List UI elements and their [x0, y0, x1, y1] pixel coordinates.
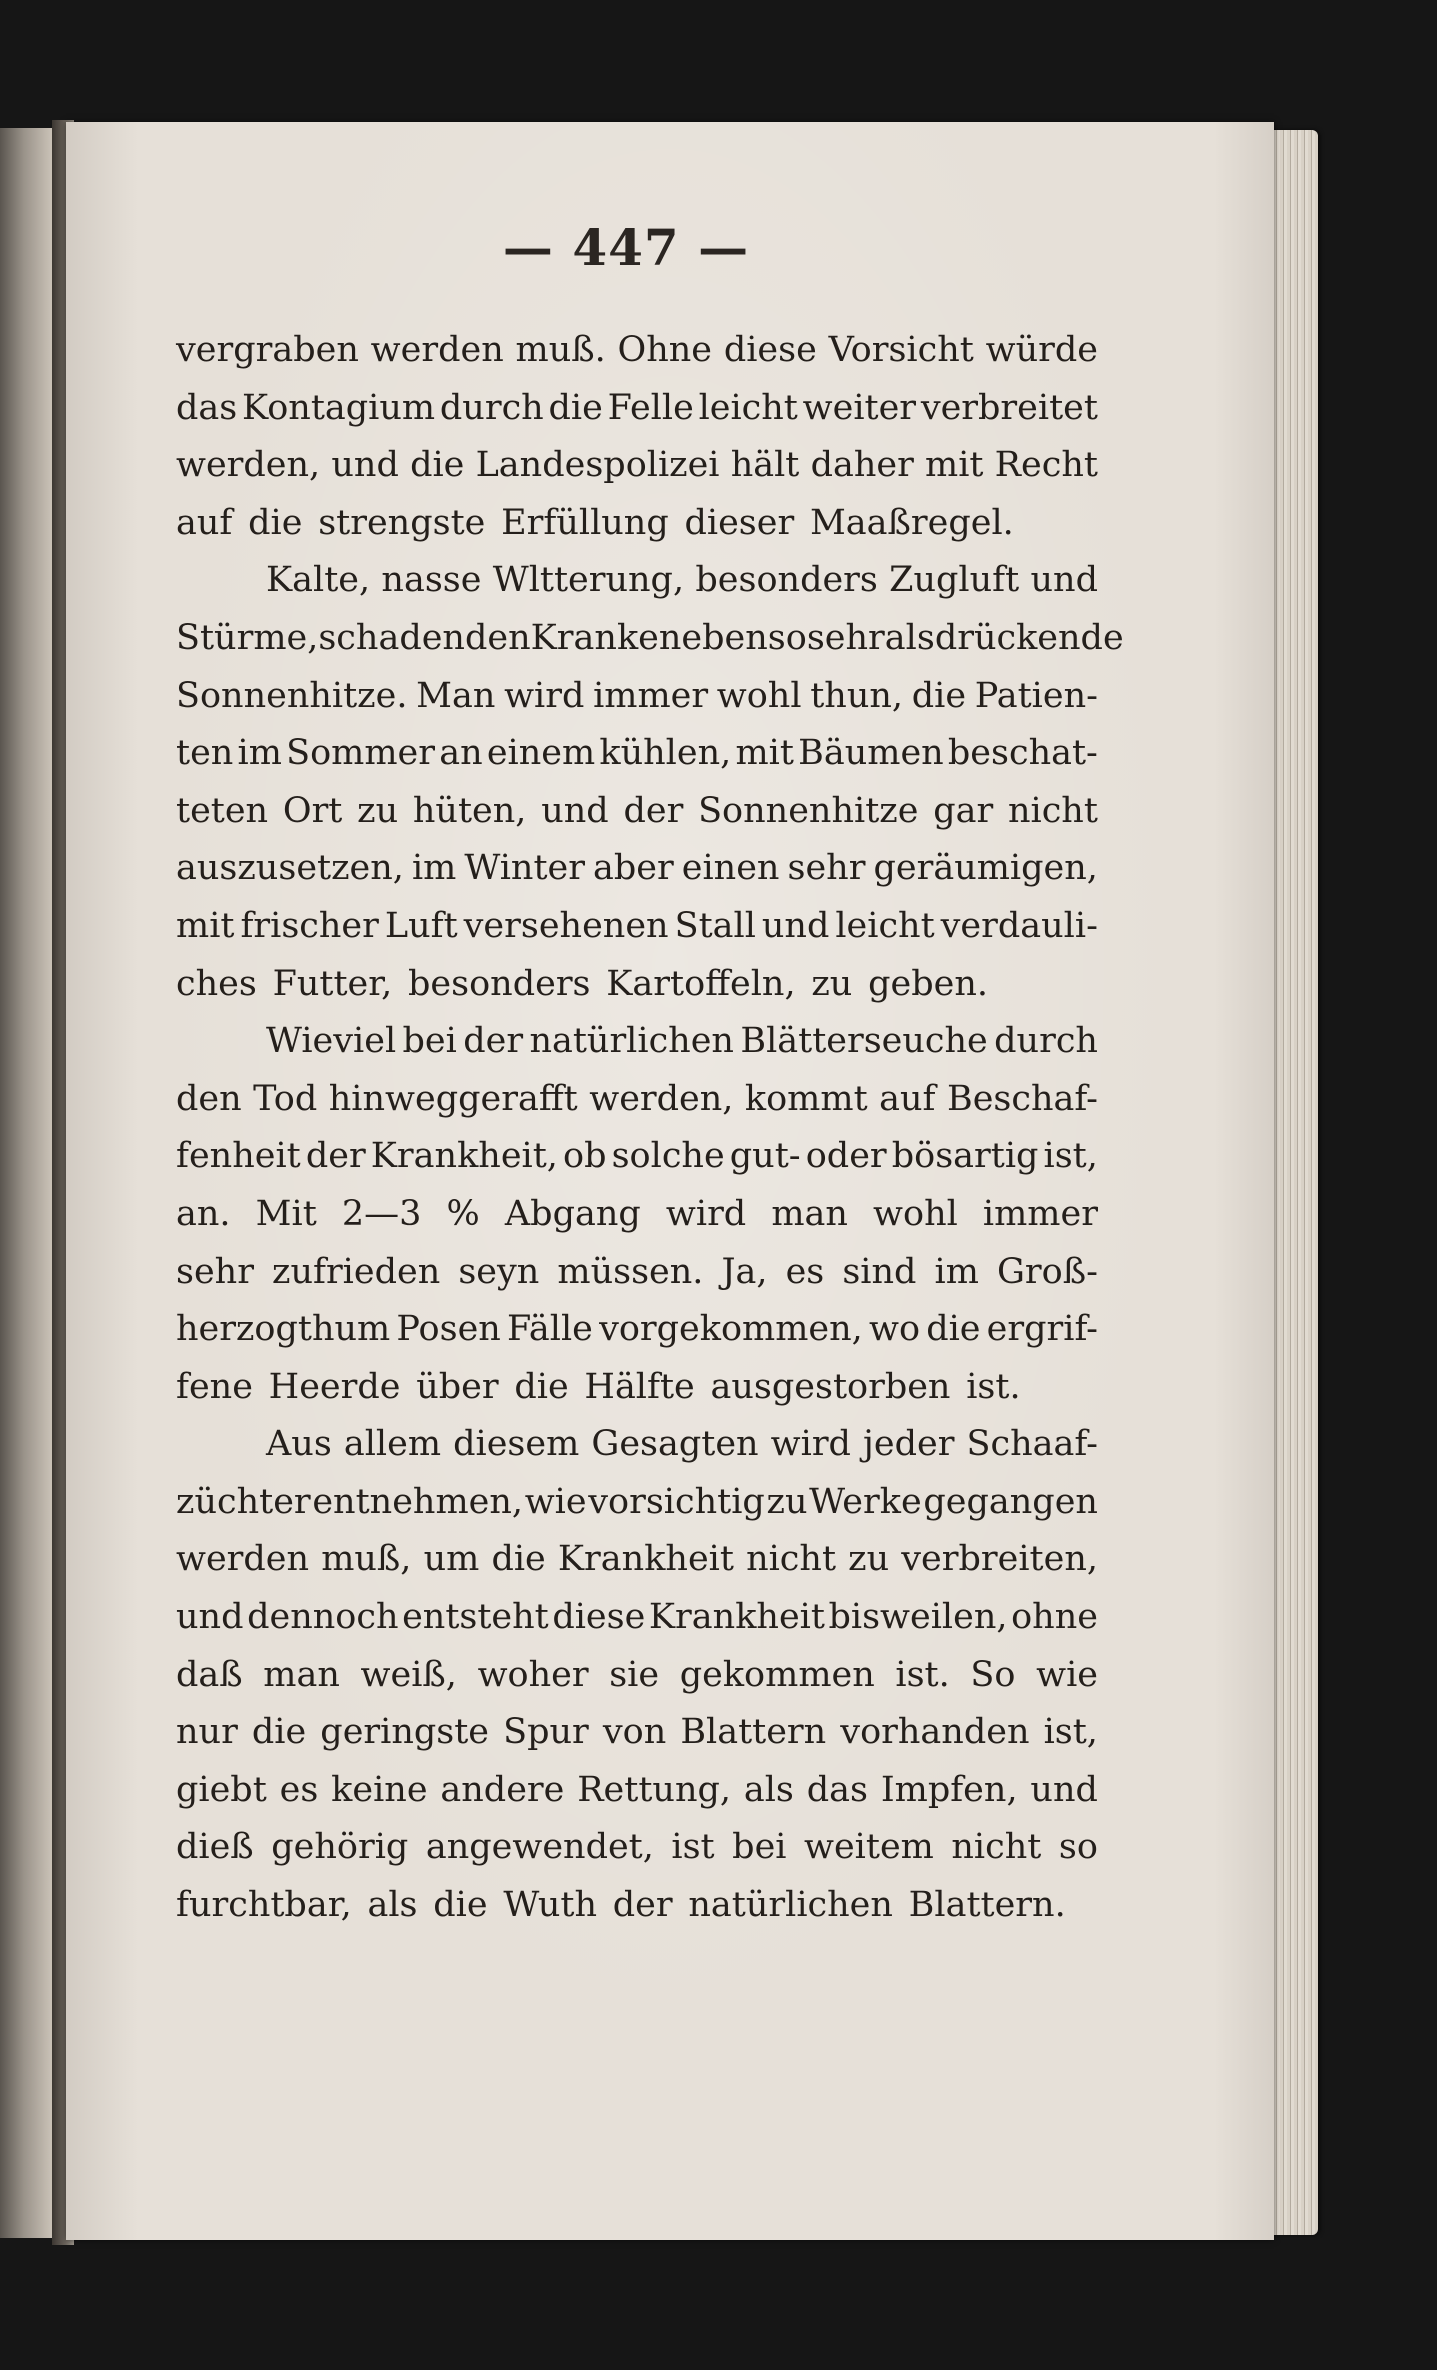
word: ergrif- [986, 1309, 1098, 1350]
word: sehr [176, 1251, 254, 1292]
word: Kalte, [266, 560, 371, 601]
word: werden [370, 330, 504, 370]
word: an. [176, 1193, 231, 1234]
word: über [416, 1366, 499, 1407]
word: wird [770, 1424, 851, 1465]
word: und [331, 445, 399, 486]
word: sehr [787, 848, 866, 889]
word: angewendet, [425, 1827, 654, 1868]
text-line [176, 552, 1098, 610]
word: Hälfte [584, 1366, 695, 1407]
text-line [176, 668, 1098, 726]
text-line [176, 1531, 1098, 1589]
word: das [806, 1769, 868, 1810]
word: ist. [966, 1366, 1021, 1407]
word: die [248, 502, 303, 543]
text-line [176, 1416, 1098, 1474]
word: gut- [729, 1136, 801, 1177]
text-line [176, 1647, 1098, 1705]
word: mit [925, 445, 984, 486]
word: seyn [458, 1251, 540, 1292]
word: ist, [1043, 1712, 1098, 1753]
word: Schaaf- [966, 1424, 1098, 1465]
word: würde [985, 330, 1098, 370]
word: drückende [934, 617, 1124, 658]
page-number: — 447 — [502, 218, 750, 277]
word: Bäumen [798, 733, 944, 774]
word: hinweggerafft [328, 1078, 578, 1119]
text-line [176, 1128, 1098, 1186]
left-page-edge [0, 128, 60, 2238]
word: Stall [674, 905, 756, 946]
text-line [176, 1589, 1098, 1647]
word: wird [504, 675, 585, 716]
word: strengste [318, 502, 486, 543]
word: nicht [746, 1539, 837, 1580]
word: es [279, 1769, 319, 1810]
text-line [176, 725, 1098, 783]
word: ten [176, 733, 234, 774]
word: im [237, 733, 282, 774]
word: Sonnenhitze [698, 790, 919, 831]
word: einen [681, 848, 780, 889]
word: Ja, [721, 1251, 768, 1292]
word: verbreiten, [901, 1539, 1098, 1580]
word: diese [552, 1597, 646, 1638]
word: frischer [240, 905, 379, 946]
word: werden, [176, 445, 321, 486]
word: nasse [381, 560, 482, 601]
word: werden, [589, 1078, 734, 1119]
word: Werke [809, 1481, 922, 1522]
word: ohne [1011, 1597, 1098, 1638]
text-line [176, 1013, 1098, 1071]
word: 2—3 [341, 1193, 422, 1234]
word: zu [848, 1539, 890, 1580]
word: Krankheit [557, 1539, 734, 1580]
word: sehr [806, 617, 885, 658]
word: als [367, 1885, 418, 1926]
word: zu [766, 1481, 808, 1522]
word: kühlen, [599, 733, 732, 774]
word: man [263, 1654, 340, 1695]
word: natürlichen [688, 1885, 893, 1926]
word: daher [810, 445, 914, 486]
word: Winter [464, 848, 585, 889]
word: Spur [503, 1712, 589, 1753]
word: wohl [716, 675, 802, 716]
text-line [176, 322, 1098, 380]
word: im [411, 848, 457, 889]
word: und [1030, 1769, 1098, 1810]
word: im [934, 1251, 979, 1292]
word: hält [730, 445, 800, 486]
word: ob [563, 1136, 607, 1177]
word: schaden [318, 617, 465, 658]
text-line [176, 1186, 1098, 1244]
word: und [761, 905, 830, 946]
word: Krankheit, [370, 1136, 558, 1177]
word: ches [176, 963, 257, 1004]
word: den [176, 1078, 242, 1119]
word: andere [440, 1769, 565, 1810]
word: muß, [321, 1539, 412, 1580]
word: gekommen [679, 1654, 875, 1695]
word: vorhanden [840, 1712, 1030, 1753]
word: kommt [744, 1078, 868, 1119]
word: weitem [804, 1827, 934, 1868]
word: die [433, 1885, 488, 1926]
text-line [176, 1877, 1098, 1935]
word: Mit [255, 1193, 317, 1234]
word: der [612, 1885, 673, 1926]
word: wie [524, 1481, 587, 1522]
text-line [176, 1244, 1098, 1302]
word: von [602, 1712, 667, 1753]
word: gehörig [271, 1827, 409, 1868]
text-line [176, 1359, 1098, 1417]
word: leicht [698, 387, 798, 428]
word: einem [486, 733, 596, 774]
word: wird [665, 1193, 747, 1234]
word: Wieviel [266, 1021, 397, 1062]
word: giebt [176, 1769, 267, 1810]
text-line [176, 1301, 1098, 1359]
word: Ohne [617, 330, 713, 370]
word: solche [611, 1136, 725, 1177]
word: weiter [802, 387, 917, 428]
word: Krankheit [648, 1597, 825, 1638]
word: Kartoffeln, [606, 963, 796, 1004]
word: müssen. [557, 1251, 704, 1292]
word: mit [735, 733, 794, 774]
word: mit [176, 905, 235, 946]
word: die [491, 1539, 546, 1580]
word: aber [593, 848, 674, 889]
word: diesem [453, 1424, 580, 1465]
word: oder [805, 1136, 887, 1177]
word: entsteht [402, 1597, 549, 1638]
word: die [926, 1309, 981, 1350]
word: keine [331, 1769, 428, 1810]
word: durch [994, 1021, 1098, 1062]
text-line [176, 1474, 1098, 1532]
word: den [464, 617, 531, 658]
word: Maaßregel. [809, 502, 1014, 543]
word: zu [811, 963, 853, 1004]
word: Fälle [507, 1309, 593, 1350]
word: die [548, 387, 603, 428]
word: Erfüllung [501, 502, 669, 543]
text-line [176, 956, 1098, 1014]
word: daß [176, 1654, 243, 1695]
word: Impfen, [880, 1769, 1018, 1810]
word: Felle [607, 387, 694, 428]
word: so [1058, 1827, 1098, 1868]
word: Posen [396, 1309, 501, 1350]
word: muß. [515, 330, 606, 370]
word: hüten, [412, 790, 527, 831]
word: wie [1036, 1654, 1098, 1695]
word: an [439, 733, 483, 774]
word: herzogthum [176, 1309, 391, 1350]
word: Abgang [504, 1193, 641, 1234]
word: leicht [835, 905, 935, 946]
word: der [623, 790, 684, 831]
word: der [305, 1136, 366, 1177]
word: werden [176, 1539, 310, 1580]
word: das [176, 387, 238, 428]
word: besonders [695, 560, 878, 601]
word: Sommer [286, 733, 435, 774]
word: züchter [176, 1481, 311, 1522]
word: ist. [895, 1654, 950, 1695]
word: verbreitet [920, 387, 1098, 428]
text-line [176, 1071, 1098, 1129]
word: vergraben [176, 330, 359, 370]
word: % [446, 1193, 480, 1234]
word: ausgestorben [710, 1366, 951, 1407]
word: diese [723, 330, 817, 370]
text-line [176, 495, 1098, 553]
word: bei [402, 1021, 457, 1062]
word: weiß, [360, 1654, 457, 1695]
word: wohl [873, 1193, 958, 1234]
word: teten [176, 790, 269, 831]
word: nur [176, 1712, 238, 1753]
word: so [767, 617, 807, 658]
word: immer [593, 675, 709, 716]
word: als [884, 617, 935, 658]
word: bei [732, 1827, 787, 1868]
word: eben [681, 617, 768, 658]
text-line [176, 380, 1098, 438]
word: Tod [253, 1078, 318, 1119]
word: vorsichtig [588, 1481, 765, 1522]
word: man [771, 1193, 848, 1234]
word: der [463, 1021, 524, 1062]
word: um [423, 1539, 480, 1580]
word: entnehmen, [312, 1481, 524, 1522]
word: zufrieden [272, 1251, 441, 1292]
word: Beschaf- [946, 1078, 1098, 1119]
word: Ort [282, 790, 343, 831]
word: Heerde [268, 1366, 401, 1407]
word: ist [671, 1827, 715, 1868]
word: geringste [320, 1712, 490, 1753]
word: besonders [408, 963, 591, 1004]
word: ist, [1043, 1136, 1098, 1177]
word: Man [416, 675, 496, 716]
word: Patien- [974, 675, 1098, 716]
text-line [176, 898, 1098, 956]
word: Recht [994, 445, 1098, 486]
word: Vorsicht [828, 330, 974, 370]
word: auf [176, 502, 233, 543]
text-line [176, 437, 1098, 495]
text-line [176, 1819, 1098, 1877]
word: Landespolizei [475, 445, 720, 486]
word: nicht [1007, 790, 1098, 831]
text-line [176, 840, 1098, 898]
word: zu [357, 790, 399, 831]
word: Stürme, [176, 617, 319, 658]
word: Blattern [680, 1712, 827, 1753]
word: dennoch [247, 1597, 399, 1638]
word: beschat- [947, 733, 1098, 774]
word: immer [982, 1193, 1098, 1234]
word: fene [176, 1366, 253, 1407]
word: Wltterung, [492, 560, 685, 601]
word: und [541, 790, 609, 831]
text-line [176, 610, 1124, 668]
word: Kranken [530, 617, 682, 658]
word: die [410, 445, 465, 486]
word: auszusetzen, [176, 848, 404, 889]
word: bisweilen, [828, 1597, 1008, 1638]
word: furchtbar, [176, 1885, 352, 1926]
word: Blätterseuche [740, 1021, 988, 1062]
text-line [176, 1762, 1098, 1820]
word: Kontagium [242, 387, 436, 428]
word: fenheit [176, 1136, 301, 1177]
word: gar [933, 790, 994, 831]
body-text [176, 322, 1124, 1935]
word: Rettung, [577, 1769, 732, 1810]
word: auf [879, 1078, 936, 1119]
word: Luft [384, 905, 458, 946]
word: und [176, 1597, 244, 1638]
word: verdauli- [940, 905, 1098, 946]
word: sie [609, 1654, 660, 1695]
word: Zugluft [889, 560, 1020, 601]
text-line [176, 783, 1098, 841]
word: es [785, 1251, 825, 1292]
word: und [1030, 560, 1098, 601]
word: dieß [176, 1827, 254, 1868]
word: die [514, 1366, 569, 1407]
word: bösartig [891, 1136, 1039, 1177]
word: wo [868, 1309, 921, 1350]
word: sind [842, 1251, 917, 1292]
word: Gesagten [591, 1424, 759, 1465]
word: So [970, 1654, 1016, 1695]
word: Futter, [272, 963, 393, 1004]
word: versehenen [463, 905, 669, 946]
word: Sonnenhitze. [176, 675, 408, 716]
word: vorgekommen, [599, 1309, 863, 1350]
word: dieser [684, 502, 795, 543]
word: geräumigen, [873, 848, 1098, 889]
word: die [911, 675, 967, 716]
word: durch [439, 387, 544, 428]
word: gegangen [923, 1481, 1098, 1522]
word: woher [477, 1654, 589, 1695]
text-line [176, 1704, 1098, 1762]
word: Wuth [503, 1885, 598, 1926]
word: Blattern. [908, 1885, 1066, 1926]
word: die [251, 1712, 307, 1753]
word: natürlichen [529, 1021, 734, 1062]
word: allem [343, 1424, 442, 1465]
word: jeder [863, 1424, 955, 1465]
word: nicht [951, 1827, 1042, 1868]
word: thun, [810, 675, 904, 716]
word: als [743, 1769, 794, 1810]
word: geben. [868, 963, 988, 1004]
word: Groß- [996, 1251, 1098, 1292]
word: Aus [266, 1424, 332, 1465]
